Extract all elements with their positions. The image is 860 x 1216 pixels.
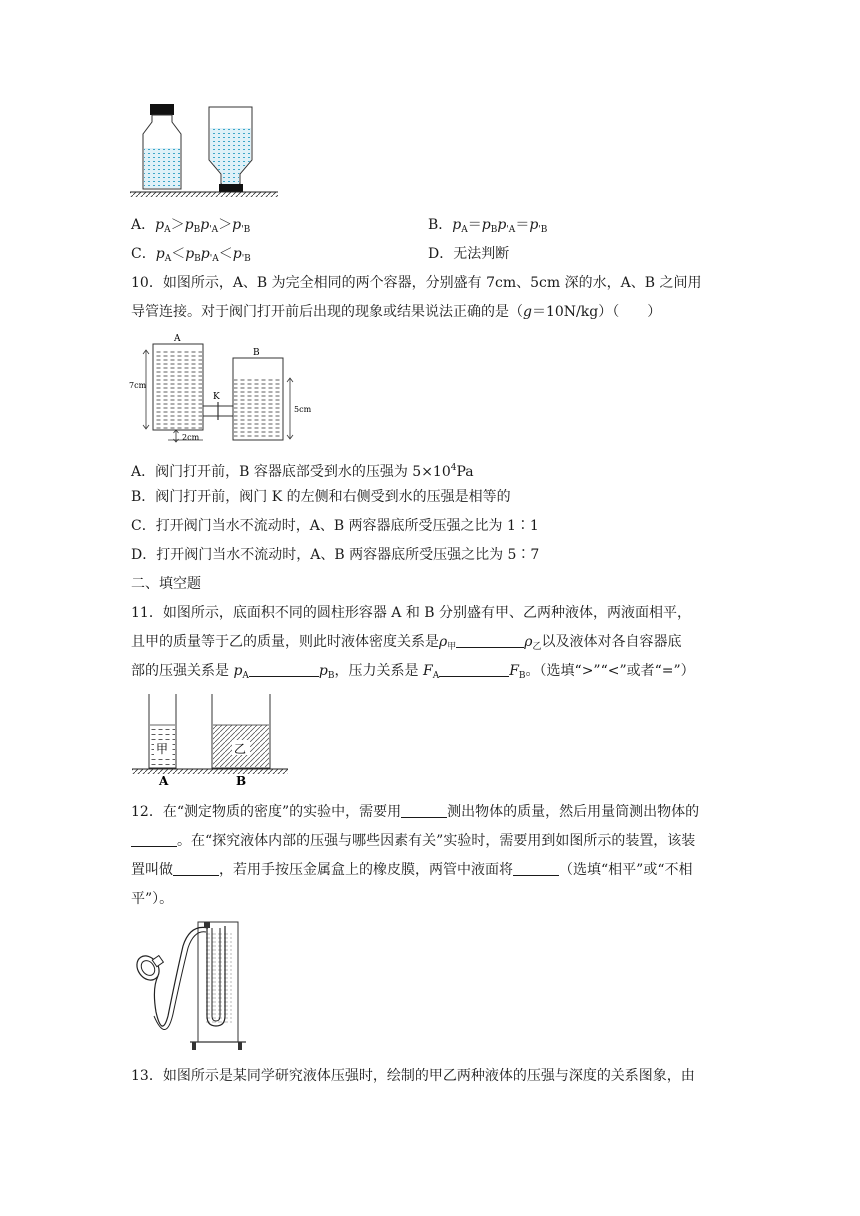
blank-pressure[interactable]: [249, 662, 319, 677]
q10-stem-line2: 导管连接。对于阀门打开前后出现的现象或结果说法正确的是（g＝10N/kg）（ ）: [131, 304, 662, 320]
q10-option-d[interactable]: D．打开阀门当水不流动时，A、B 两容器底所受压强之比为 5∶7: [131, 547, 540, 563]
q13-stem-line1: 13．如图所示是某同学研究液体压强时，绘制的甲乙两种液体的压强与深度的关系图象，由: [131, 1068, 695, 1084]
q9-option-b[interactable]: B．$p_A=p_Bp_{'A}=p_{'B}$: [428, 217, 548, 235]
q10-stem-line1: 10．如图所示，A、B 为完全相同的两个容器，分别盛有 7cm、5cm 深的水，A、B 之间用: [131, 275, 702, 291]
label-k: K: [213, 392, 220, 402]
bottles-figure: [128, 100, 280, 196]
q10-option-c[interactable]: C．打开阀门当水不流动时，A、B 两容器底所受压强之比为 1∶1: [131, 518, 539, 534]
u-tube-manometer-figure: [128, 916, 248, 1056]
q12-stem-line3: 置叫做 ，若用手按压金属盒上的橡皮膜，两管中液面将 （选填“相平”或“不相: [131, 862, 693, 878]
blank-instrument[interactable]: [401, 803, 447, 818]
q11-stem-line1: 11．如图所示，底面积不同的圆柱形容器 A 和 B 分别盛有甲、乙两种液体，两液面相平，: [131, 605, 692, 621]
label-b: B: [253, 348, 260, 358]
q11-stem-line2: 且甲的质量等于乙的质量，则此时液体密度关系是$\rho_甲$ $\rho_乙$以及液体对各自容器底: [131, 634, 682, 652]
dim-2cm: 2cm: [182, 433, 200, 442]
q12-stem-line1: 12．在“测定物质的密度”的实验中，需要用 测出物体的质量，然后用量筒测出物体的: [131, 804, 700, 820]
q12-stem-line2: 。在“探究液体内部的压强与哪些因素有关”实验时，需要用到如图所示的装置，该装: [131, 831, 695, 851]
cylinders-figure: [130, 692, 290, 788]
q9-option-a[interactable]: A．$p_A>p_Bp_{'A}>p_{'B}$: [131, 217, 251, 235]
blank-level[interactable]: [513, 861, 559, 876]
blank-density[interactable]: [456, 633, 524, 648]
section-heading: 二、填空题: [131, 576, 201, 592]
label-a: A: [174, 334, 181, 344]
q11-stem-line3: 部的压强关系是 $p_A$ $p_B$，压力关系是 $F_A$ $F_B$。（选填“>”“<”或者“=”）: [131, 663, 695, 681]
blank-force[interactable]: [439, 662, 509, 677]
q9-option-d[interactable]: D．无法判断: [428, 246, 510, 262]
q10-option-a[interactable]: A．阀门打开前，B 容器底部受到水的压强为 $5\times 10^4Pa$: [131, 463, 474, 480]
liquid-yi-label: 乙: [234, 742, 247, 756]
container-a-label: A: [159, 774, 169, 788]
dim-7cm: 7cm: [129, 381, 147, 390]
liquid-jia-label: 甲: [156, 742, 169, 756]
q10-option-b[interactable]: B．阀门打开前，阀门 K 的左侧和右侧受到水的压强是相等的: [131, 489, 511, 505]
container-b-label: B: [236, 774, 247, 788]
blank-volume[interactable]: [131, 832, 177, 847]
blank-device-name[interactable]: [173, 861, 219, 876]
dim-5cm: 5cm: [294, 405, 312, 414]
q12-stem-line4: 平”）。: [131, 891, 174, 907]
connected-containers-figure: [128, 330, 318, 448]
q9-option-c[interactable]: C．$p_A<p_Bp_{'A}<p_{'B}$: [131, 246, 251, 264]
